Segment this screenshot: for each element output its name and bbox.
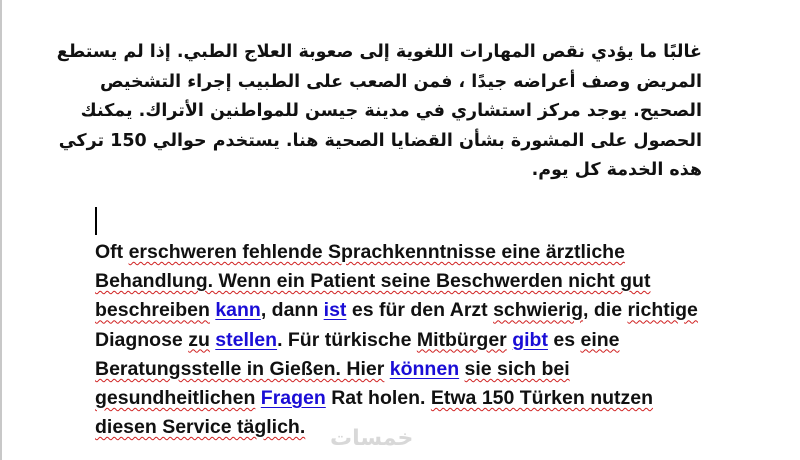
text-run: . Für türkische	[277, 328, 417, 351]
spellcheck-flagged-text: Etwa 150 Türken nutzen	[430, 387, 654, 410]
arabic-line: المريض وصف أعراضه جيدًا ، فمن الصعب على الطبيب إجراء التشخيص	[99, 71, 702, 92]
text-run: es	[547, 328, 581, 351]
spellcheck-flagged-text: sie sich bei	[464, 357, 570, 380]
text-run: es für den Arzt	[346, 299, 494, 322]
german-line	[95, 326, 701, 355]
hyperlink-word[interactable]: kann	[215, 299, 261, 322]
spellcheck-flagged-text: Behandlung. Wenn ein Patient seine	[95, 270, 436, 293]
german-line	[95, 238, 701, 267]
hyperlink-word[interactable]: Fragen	[260, 387, 326, 410]
page-left-edge	[0, 0, 2, 460]
spellcheck-flagged-text: Beschwerden nicht gut	[435, 270, 651, 293]
german-line	[95, 355, 701, 384]
spellcheck-flagged-text: Beratungsstelle in Gießen. Hier	[95, 357, 385, 380]
arabic-paragraph	[56, 38, 702, 186]
spellcheck-flagged-text: erschweren fehlende Sprachkenntnisse eine ärztliche	[128, 241, 625, 263]
text-cursor	[95, 207, 97, 235]
spellcheck-flagged-text: eine	[580, 328, 620, 351]
german-line	[95, 296, 701, 325]
spellcheck-flagged-text: gesundheitlichen	[95, 387, 256, 410]
hyperlink-word[interactable]: ist	[323, 299, 347, 322]
arabic-line: الصحيح. يوجد مركز استشاري في مدينة جيسن للمواطنين الأتراك. يمكنك	[80, 101, 702, 121]
german-paragraph	[95, 238, 701, 442]
german-line	[95, 384, 701, 413]
spellcheck-flagged-text: schwierig	[493, 299, 584, 322]
text-run: Rat holen.	[325, 387, 431, 410]
arabic-line: هذه الخدمة كل يوم.	[531, 160, 702, 180]
watermark-logo: خمسات	[330, 426, 414, 451]
text-run: , dann	[260, 299, 324, 322]
hyperlink-word[interactable]: stellen	[215, 328, 278, 351]
spellcheck-flagged-text: beschreiben	[95, 299, 210, 322]
spellcheck-flagged-text: zu	[188, 328, 210, 351]
text-run: Diagnose	[95, 328, 189, 351]
text-run: , die	[583, 299, 628, 322]
arabic-line: غالبًا ما يؤدي نقص المهارات اللغوية إلى صعوبة العلاج الطبي. إذا لم يستطع	[56, 42, 702, 62]
text-run: Oft	[95, 241, 129, 263]
arabic-line: الحصول على المشورة بشأن القضايا الصحية هنا. يستخدم حوالي 150 تركي	[58, 130, 702, 151]
spellcheck-flagged-text: richtige	[627, 299, 698, 322]
spellcheck-flagged-text: diesen Service täglich.	[95, 416, 306, 439]
hyperlink-word[interactable]: gibt	[512, 328, 548, 351]
spellcheck-flagged-text: Mitbürger	[416, 328, 507, 351]
german-line	[95, 267, 701, 296]
hyperlink-word[interactable]: können	[389, 357, 460, 380]
